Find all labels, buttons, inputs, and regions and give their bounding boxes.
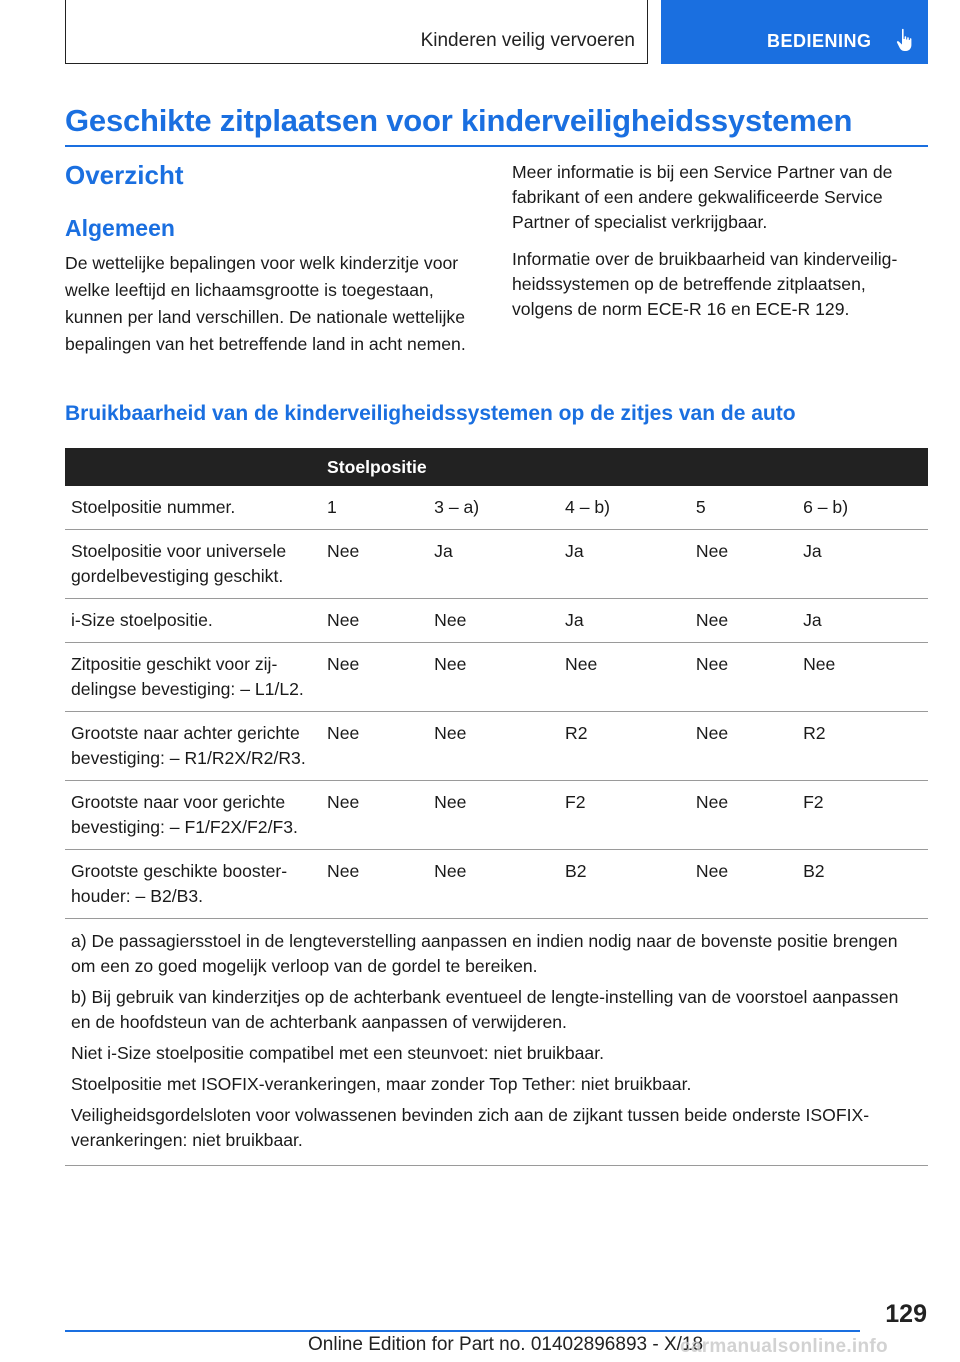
seat-value-cell: Nee bbox=[690, 712, 797, 781]
seat-value-cell: 6 – b) bbox=[797, 486, 928, 530]
seat-value-cell: Nee bbox=[690, 643, 797, 712]
note-belt-buckles: Veiligheidsgordelsloten voor volwassenen bevinden zich aan de zijkant tussen beide onderste ISOFIX-verankeringen: niet bruikbaar. bbox=[71, 1105, 870, 1150]
service-info-paragraph: Meer informatie is bij een Service Partner van de fabrikant of een andere gekwalificeerde Service Partner of specialist verkrijgbaar. bbox=[512, 162, 893, 232]
header-chapter-label: BEDIENING bbox=[767, 31, 872, 51]
norm-info-paragraph: Informatie over de bruikbaarheid van kinderveiligheidssystemen op de betreffende zitplaatsen, volgens de norm ECE-R 16 en ECE-R 129. bbox=[512, 249, 898, 319]
page-title: Geschikte zitplaatsen voor kinderveiligheidssystemen bbox=[65, 103, 853, 138]
header-section-label: Kinderen veilig vervoeren bbox=[420, 30, 635, 51]
seat-value-cell: Nee bbox=[559, 643, 690, 712]
seat-value-cell: Ja bbox=[797, 530, 928, 599]
note-support-leg: Niet i-Size stoelpositie compatibel met een steunvoet: niet bruikbaar. bbox=[71, 1043, 604, 1063]
row-label-cell: Grootste naar achter gerichte bevestiging: – R1/R2X/R2/R3. bbox=[65, 712, 321, 781]
seat-value-cell: Nee bbox=[321, 781, 428, 850]
seat-value-cell: Ja bbox=[428, 530, 559, 599]
table-row bbox=[65, 599, 928, 643]
note-a: a) De passagiersstoel in de lengteverstelling aanpassen en indien nodig naar de bovenste positie brengen om een zo goed mogelijk verloop van de gordel te bereiken. bbox=[71, 931, 898, 976]
overview-heading: Overzicht bbox=[65, 160, 184, 190]
row-label-cell: i-Size stoelpositie. bbox=[65, 599, 321, 643]
row-label-cell: Zitpositie geschikt voor zijdelingse bevestiging: – L1/L2. bbox=[65, 643, 321, 712]
seat-value-cell: Nee bbox=[428, 599, 559, 643]
page-number: 129 bbox=[885, 1300, 927, 1328]
seat-value-cell: Ja bbox=[559, 599, 690, 643]
seat-value-cell: Nee bbox=[321, 530, 428, 599]
edition-text: Online Edition for Part no. 01402896893 - X/18 bbox=[308, 1334, 704, 1355]
table-row bbox=[65, 781, 928, 850]
row-label-cell: Grootste naar voor gerichte bevestiging: – F1/F2X/F2/F3. bbox=[65, 781, 321, 850]
usability-section-title: Bruikbaarheid van de kinderveiligheidssystemen op de zitjes van de auto bbox=[65, 402, 796, 425]
title-rule bbox=[65, 145, 928, 147]
seat-value-cell: F2 bbox=[559, 781, 690, 850]
table-header-label: Stoelpositie bbox=[321, 448, 928, 486]
seat-value-cell: Nee bbox=[428, 643, 559, 712]
seat-value-cell: R2 bbox=[559, 712, 690, 781]
table-header-row bbox=[65, 448, 928, 486]
table-row bbox=[65, 643, 928, 712]
footer-rule bbox=[65, 1330, 860, 1332]
seat-value-cell: Ja bbox=[559, 530, 690, 599]
pointing-hand-icon bbox=[896, 28, 918, 52]
seat-value-cell: Nee bbox=[321, 850, 428, 919]
general-paragraph: De wettelijke bepalingen voor welk kinderzitje voor welke leeftijd en lichaamsgrootte is toegestaan, kunnen per land verschillen. De nationale wettelijke bepalingen van het betreffende land in acht nemen. bbox=[65, 253, 466, 354]
seat-position-table bbox=[65, 448, 928, 1166]
seat-value-cell: R2 bbox=[797, 712, 928, 781]
seat-value-cell: Nee bbox=[690, 530, 797, 599]
seat-value-cell: Nee bbox=[690, 781, 797, 850]
seat-value-cell: Nee bbox=[428, 781, 559, 850]
header-section-tab bbox=[65, 0, 648, 64]
seat-value-cell: B2 bbox=[559, 850, 690, 919]
seat-value-cell: 3 – a) bbox=[428, 486, 559, 530]
seat-value-cell: Nee bbox=[797, 643, 928, 712]
note-top-tether: Stoelpositie met ISOFIX-verankeringen, maar zonder Top Tether: niet bruikbaar. bbox=[71, 1074, 692, 1094]
info-column bbox=[512, 160, 928, 334]
seat-value-cell: 1 bbox=[321, 486, 428, 530]
watermark: carmanualsonline.info bbox=[680, 1336, 888, 1357]
seat-value-cell: Nee bbox=[690, 850, 797, 919]
note-b: b) Bij gebruik van kinderzitjes op de achterbank eventueel de lengte-instelling van de voorstoel aanpassen en de hoofdsteun van de achterbank aanpassen of verwijderen. bbox=[71, 987, 899, 1032]
seat-value-cell: F2 bbox=[797, 781, 928, 850]
row-label-cell: Grootste geschikte boosterhouder: – B2/B3. bbox=[65, 850, 321, 919]
seat-value-cell: Ja bbox=[797, 599, 928, 643]
table-row bbox=[65, 530, 928, 599]
row-label-cell: Stoelpositie voor universele gordelbevestiging geschikt. bbox=[65, 530, 321, 599]
row-label-cell: Stoelpositie nummer. bbox=[65, 486, 321, 530]
table-row bbox=[65, 850, 928, 919]
table-row bbox=[65, 712, 928, 781]
seat-value-cell: Nee bbox=[428, 850, 559, 919]
seat-value-cell: Nee bbox=[690, 599, 797, 643]
header-chapter-tab bbox=[661, 0, 928, 64]
seat-value-cell: Nee bbox=[321, 599, 428, 643]
general-subheading: Algemeen bbox=[65, 215, 175, 241]
seat-value-cell: 5 bbox=[690, 486, 797, 530]
table-row bbox=[65, 486, 928, 530]
notes-row bbox=[65, 919, 928, 1166]
seat-value-cell: Nee bbox=[321, 712, 428, 781]
seat-value-cell: Nee bbox=[321, 643, 428, 712]
seat-value-cell: B2 bbox=[797, 850, 928, 919]
seat-value-cell: Nee bbox=[428, 712, 559, 781]
seat-value-cell: 4 – b) bbox=[559, 486, 690, 530]
